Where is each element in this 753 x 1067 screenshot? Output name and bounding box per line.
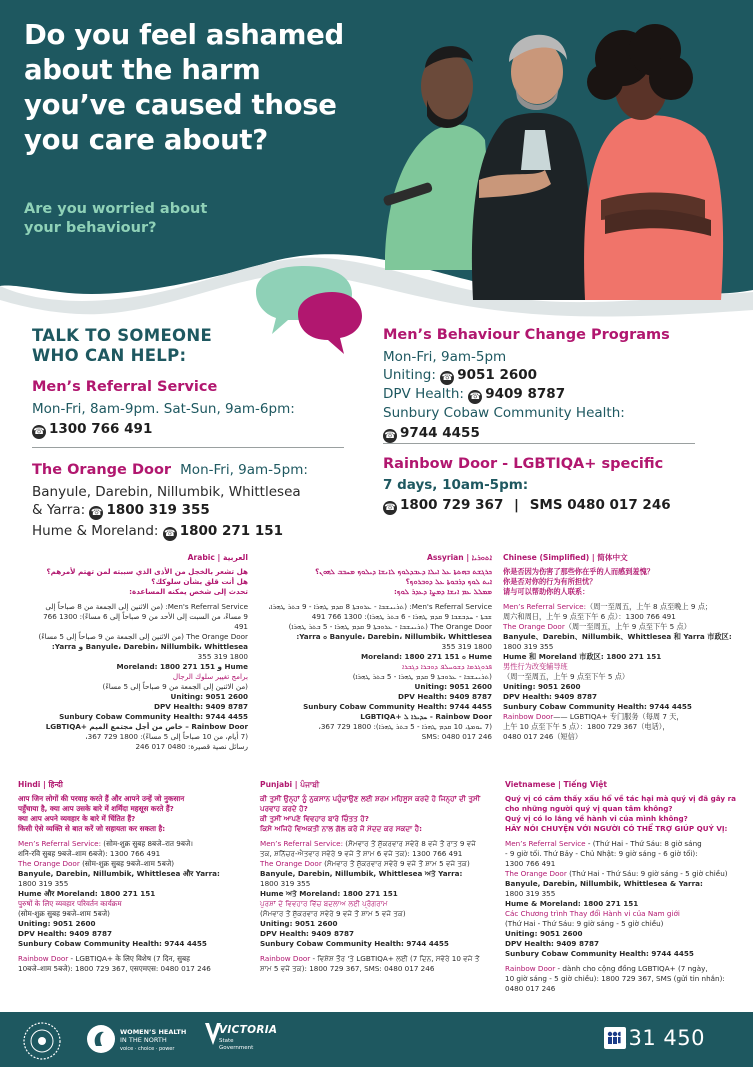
question: आप जिन लोगों की परवाह करते हैं और आपने उन्हें जो नुकसान (18, 794, 185, 803)
phone-number: 1800 729 367 (400, 497, 504, 513)
dpv-label: DPV Health: (383, 386, 464, 402)
service-line: 0480 017 246（短信） (503, 732, 583, 741)
phone-icon: ☎ (384, 503, 396, 513)
question: Quý vị có lo lắng về hành vi của mình không? (505, 814, 688, 823)
service-line: ܦܪܘܓܪܡܐ ܕܫܘܚܠܦ ܕܘܒܪܐ ܕܓܒܪܐ (402, 662, 492, 671)
service-line: Hume ܘ Moreland: 1800 271 151 (361, 652, 492, 661)
service-line: The Orange Door (من الاثنين إلى الجمعة من 9 صباحاً إلى 5 مساءً) (38, 632, 248, 641)
service-line: (Thứ Hai - Thứ Sáu: 9 giờ sáng - 5 giờ chiều) (505, 919, 664, 928)
service-line: 9 مساءً، من السبت إلى الأحد من 9 صباحاً إلى 6 مساءً): 1300 766 491 (43, 612, 248, 631)
service-line: رسائل نصية قصيرة: 0480 017 246 (135, 742, 248, 751)
victoria-state-government-logo (205, 1021, 278, 1061)
service-line: Rainbow Door – خاص من أجل مجتمع الميم +LGBTIQA (45, 722, 248, 731)
womens-health-in-the-north-logo (86, 1021, 196, 1061)
service-line: - 9 giờ tối. Thứ Bảy - Chủ Nhật: 9 giờ sáng - 6 giờ tối): (505, 849, 698, 858)
service-line (18, 954, 250, 964)
dpv-health-line (383, 385, 723, 404)
orange-door-hume-line (32, 522, 352, 541)
uniting-phone-link[interactable] (440, 367, 537, 383)
hume-label: Hume & Moreland: (32, 523, 159, 539)
subtitle-line: your behaviour? (24, 220, 157, 236)
assyrian-section (262, 553, 492, 742)
service-line: (7 أيام، من 10 صباحاً إلى 5 مساءً): 1800 729 367، (85, 732, 248, 741)
service-line: ਸ਼ਾਮ 5 ਵਜੇ ਤਕ): 1800 729 367, SMS: 0480 017 246 (260, 964, 435, 973)
service-line: Banyule, Darebin, Nillumbik, Whittlesea & Yarra: (505, 879, 703, 888)
service-line: 10बजे–शाम 5बजे): 1800 729 367, एसएमएस: 0480 017 246 (18, 964, 211, 973)
victoria-sub: Government (219, 1045, 254, 1051)
service-line: 0480 017 246 (505, 984, 556, 993)
service-line: Các Chương trình Thay đổi Hành vi của Nam giới (505, 909, 680, 918)
service-name: The Orange Door (505, 869, 567, 878)
chinese-section (503, 553, 733, 742)
service-line: 1800 319 355 (503, 642, 554, 651)
service-name: Rainbow Door (18, 954, 69, 963)
title-line: Do you feel ashamed (24, 19, 344, 51)
phone-number: 9409 8787 (485, 386, 566, 402)
phone-number: 9744 4455 (400, 425, 480, 441)
service-line: 1300 766 491 (505, 859, 556, 868)
separator: | (514, 497, 519, 513)
service-line (505, 869, 737, 879)
service-line: Men's Referral Service: (من الاثنين إلى الجمعة من 8 صباحاً إلى (45, 602, 248, 611)
partner-seal-logo (22, 1021, 62, 1065)
question: cho những người quý vị quan tâm không? (505, 804, 673, 813)
service-hours: (सोम-शुक्र सुबह 9बजे–शाम 5बजे) (82, 859, 175, 868)
service-line: Hume और Moreland: 1800 271 151 (18, 889, 156, 898)
rainbow-door-title: Rainbow Door - LGBTIQA+ specific (383, 456, 664, 472)
phone-icon: ☎ (384, 431, 396, 441)
service-name: The Orange Door (260, 859, 322, 868)
question: HÃY NÓI CHUYỆN VỚI NGƯỜI CÓ THỂ TRỢ GIÚP QUÝ VỊ: (505, 824, 728, 833)
language-header: Vietnamese | Tiếng Việt (505, 780, 607, 789)
service-hours: - ਵਿਸ਼ੇਸ਼ ਤੌਰ 'ਤੇ LGBTIQA+ ਲਈ (7 ਦਿਨ, ਸਵੇਰੇ 10 ਵਜੇ ਤੋਂ (312, 954, 480, 963)
footer (0, 1012, 753, 1067)
question: ܡܡܠܠ ܥܡ ܐܢܫܐ ܕܡܨܐ ܕܥܕܪ ܠܘܟ: (394, 587, 492, 596)
orange-door-areas: Banyule, Darebin, Nillumbik, Whittlesea (32, 484, 301, 500)
title-line: you care about? (24, 124, 268, 156)
service-name: Men’s Referral Service (505, 839, 586, 848)
service-line: DPV Health: 9409 8787 (505, 939, 599, 948)
mbcp-hours: Mon-Fri, 9am-5pm (383, 349, 507, 365)
service-hours: - dành cho cộng đồng LGBTIQA+ (7 ngày, (557, 964, 708, 973)
page-subtitle (24, 200, 264, 238)
service-name: Rainbow Door (503, 712, 554, 721)
rainbow-door-section (383, 455, 723, 515)
orange-door-phone-1-link[interactable] (89, 502, 209, 518)
service-line (505, 964, 737, 974)
orange-door-section (32, 459, 352, 541)
rainbow-door-hours: 7 days, 10am-5pm: (383, 477, 529, 493)
service-line: 周六和周日，上午 9 点至下午 6 点）：1300 766 491 (503, 612, 676, 621)
mbcp-title: Men’s Behaviour Change Programs (383, 327, 670, 343)
uniting-line (383, 366, 723, 385)
yarra-label: & Yarra: (32, 502, 86, 518)
service-line: DPV Health: 9409 8787 (260, 929, 354, 938)
language-header: العربية | Arabic (187, 553, 248, 562)
uniting-label: Uniting: (383, 367, 436, 383)
service-line (18, 839, 250, 849)
service-line: Banyule، Darebin، Nillumbik، Whittlesea و Yarra: (51, 642, 248, 651)
service-hours: - LGBTIQA+ के लिए विशेष (7 दिन, सुबह (70, 954, 190, 963)
service-line: ਪੁਰਸ਼ਾਂ ਦੇ ਵਿਵਹਾਰ ਵਿੱਚ ਬਦਲਾਅ ਲਈ ਪ੍ਰੋਗਰਾਮ (260, 899, 388, 908)
service-line: DPV Health: 9409 8787 (398, 692, 492, 701)
service-line: 上午 10 点至下午 5 点）：1800 729 367（电话）， (503, 722, 670, 731)
whin-tagline: voice · choice · power (120, 1046, 175, 1052)
service-line (503, 712, 733, 722)
phone-icon: ☎ (90, 508, 103, 518)
service-line: Banyule, Darebin, Nillumbik, Whittlesea ਅਤੇ Yarra: (260, 869, 463, 878)
service-line: DPV Health: 9409 8787 (18, 929, 112, 938)
question: किसी ऐसे व्यक्ति से बात करें जो सहायता कर सकता है: (18, 824, 166, 833)
whin-name-line: WOMEN’S HEALTH (120, 1028, 187, 1036)
interpreter-phone-link[interactable]: 131 450 (614, 1026, 705, 1050)
service-line: Sunbury Cobaw Community Health: 9744 4455 (18, 939, 207, 948)
service-line: Rainbow Door - ܚܕܝܪܐ ܠ +LGBTIQA (360, 712, 492, 721)
service-line (505, 839, 737, 849)
service-hours: (Thứ Hai - Thứ Sáu: 9 giờ sáng - 5 giờ chiều) (569, 869, 728, 878)
service-line (503, 602, 733, 612)
service-hours: (ਸੋਮਵਾਰ ਤੋਂ ਸ਼ੁੱਕਰਵਾਰ ਸਵੇਰੇ 9 ਵਜੇ ਤੋਂ ਸ਼ਾਮ 5 ਵਜੇ ਤਕ) (324, 859, 470, 868)
rainbow-door-contact (383, 496, 723, 515)
hindi-section (18, 780, 250, 974)
question: 请与可以帮助你的人联系： (503, 587, 590, 596)
question: पहुँचाया है, क्या आप उसके बारे में शर्मिंदा महसूस करते हैं? (18, 804, 174, 813)
heading-line: TALK TO SOMEONE (32, 326, 213, 345)
talk-to-someone-heading (32, 326, 282, 366)
whin-name-line: IN THE NORTH (120, 1036, 167, 1044)
service-line: ਤਕ, ਸ਼ਨਿੱਚਰ-ਐਤਵਾਰ ਸਵੇਰੇ 9 ਵਜੇ ਤੋਂ ਸ਼ਾਮ 6 ਵਜੇ ਤਕ): 1300 766 491 (260, 849, 463, 858)
language-header: Punjabi | ਪੰਜਾਬੀ (260, 780, 320, 789)
language-header: ܐܬܘܪܝܐ | Assyrian (426, 553, 492, 562)
question: ਪਰਵਾਹ ਕਰਦੇ ਹੋ? (260, 804, 308, 813)
service-line: 1800 319 355 (18, 879, 69, 888)
victoria-wordmark: VICTORIA (219, 1024, 278, 1036)
question: 你是否对你的行为有所担忧？ (503, 577, 597, 586)
heading-line: WHO CAN HELP: (32, 346, 187, 365)
service-line: Sunbury Cobaw Community Health: 9744 4455 (503, 702, 692, 711)
service-line: （周一至周五，上午 9 点至下午 5 点） (503, 672, 630, 681)
question: ܐܝܬ ܠܘܟ ܕܪܒܘܬܐ ܥܠ ܕܘܒܪܘܟ؟ (405, 577, 492, 586)
service-hours: (सोम-शुक्र सुबह 8बजे–रात 9बजे। (103, 839, 193, 848)
phone-number: 1300 766 491 (49, 421, 153, 437)
service-line: ܫܒܬܐ - ܚܕܒܫܒܐ 9 ܩܕܡ ܛܗܪܐ - 6 ܒܬܪ ܛܗܪܐ): 1300 766 491 (311, 612, 492, 621)
question: هل أنت قلق بشأن سلوكك؟ (151, 577, 248, 586)
mens-behaviour-change-section (383, 326, 723, 443)
service-line: 男性行为改变辅导班 (503, 662, 568, 671)
service-line: Hume & Moreland: 1800 271 151 (505, 899, 639, 908)
service-line: (7 ܝܘܡܬܐ، 10 ܩܕܡ ܛܗܪܐ - 5 ܒܬܪ ܛܗܪܐ): 1800 729 367، (318, 722, 492, 731)
service-line: (ਸੋਮਵਾਰ ਤੋਂ ਸ਼ੁੱਕਰਵਾਰ ਸਵੇਰੇ 9 ਵਜੇ ਤੋਂ ਸ਼ਾਮ 5 ਵਜੇ ਤਕ) (260, 909, 406, 918)
title-line: you’ve caused those (24, 89, 337, 121)
mens-referral-title: Men’s Referral Service (32, 379, 218, 395)
service-line: Sunbury Cobaw Community Health: 9744 4455 (260, 939, 449, 948)
service-name: The Orange Door (503, 622, 565, 631)
service-line: Uniting: 9051 2600 (503, 682, 581, 691)
people-illustration (375, 20, 753, 320)
service-line: Uniting: 9051 2600 (505, 929, 583, 938)
divider (32, 447, 344, 448)
service-line: (ܬܪܝܢܫܒܐ - ܥܪܘܒܬܐ 9 ܩܕܡ ܛܗܪܐ - 5 ܒܬܪ ܛܗܪܐ) (352, 672, 492, 681)
service-line: The Orange Door (ܬܪܝܢܫܒܐ - ܥܪܘܒܬܐ 9 ܩܕܡ ܛܗܪܐ - 5 ܒܬܪ ܛܗܪܐ) (288, 622, 492, 631)
service-line (503, 622, 733, 632)
service-line: Sunbury Cobaw Community Health: 9744 4455 (59, 712, 248, 721)
orange-door-hours: Mon-Fri, 9am-5pm: (180, 462, 308, 478)
service-name: Rainbow Door (505, 964, 556, 973)
orange-door-title: The Orange Door (32, 462, 172, 478)
service-line: 1800 319 355 (505, 889, 556, 898)
service-hours: - (Thứ Hai - Thứ Sáu: 8 giờ sáng (587, 839, 702, 848)
arabic-section (32, 553, 248, 752)
phone-number: 1800 319 355 (106, 502, 210, 518)
question: क्या आप अपने व्यवहार के बारे में चिंतित हैं? (18, 814, 136, 823)
language-header: Chinese (Simplified) | 简体中文 (503, 553, 628, 562)
service-line: SMS: 0480 017 246 (421, 732, 492, 741)
orange-door-yarra-line (32, 501, 352, 520)
phone-icon: ☎ (164, 529, 176, 539)
sunbury-line: Sunbury Cobaw Community Health: (383, 405, 625, 421)
mens-referral-phone-link[interactable] (32, 420, 352, 439)
service-line: Hume و Moreland: 1800 271 151 (116, 662, 248, 671)
punjabi-section (260, 780, 496, 974)
service-name: Rainbow Door (260, 954, 311, 963)
question: 你是否因为伤害了那些你在乎的人而感到羞愧？ (503, 567, 654, 576)
page-title (24, 18, 404, 158)
language-header: Hindi | हिन्दी (18, 780, 63, 789)
service-line: 1800 319 355 (197, 652, 248, 661)
question: تحدث إلى شخص يمكنه المساعدة: (129, 587, 248, 596)
service-name: Men’s Referral Service: (260, 839, 343, 848)
service-line (260, 839, 496, 849)
vietnamese-section (505, 780, 737, 994)
phone-number: 1800 271 151 (179, 523, 284, 539)
service-line: Sunbury Cobaw Community Health: 9744 4455 (505, 949, 694, 958)
service-hours: （周一至周五，上午 8 点至晚上 9 点； (586, 602, 713, 611)
mens-referral-service-section (32, 378, 352, 439)
service-line: Sunbury Cobaw Community Health: 9744 4455 (303, 702, 492, 711)
service-line: (सोम-शुक्र सुबह 9बजे–शाम 5बजे) (18, 909, 110, 918)
phone-number: 9051 2600 (457, 367, 538, 383)
sunbury-phone-link[interactable] (383, 424, 723, 443)
service-line: 1800 319 355 (441, 642, 492, 651)
title-line: about the harm (24, 54, 261, 86)
service-line: (من الاثنين إلى الجمعة من 9 صباحاً إلى 5 مساءً) (102, 682, 248, 691)
service-hours: (ਸੋਮਵਾਰ ਤੋਂ ਸ਼ੁੱਕਰਵਾਰ ਸਵੇਰੇ 8 ਵਜੇ ਤੋਂ ਰਾਤ 9 ਵਜੇ (345, 839, 476, 848)
service-line (260, 954, 496, 964)
question: هل تشعر بالخجل من الأذى الذي سببته لمن تهتم لأمرهم؟ (46, 567, 248, 576)
service-line (260, 859, 496, 869)
rainbow-sms-link[interactable]: SMS 0480 017 246 (529, 497, 671, 513)
service-line: Uniting: 9051 2600 (414, 682, 492, 691)
service-hours: —— LGBTIQA+ 专门服务（每周 7 天， (553, 712, 684, 721)
service-line: Men's Referral Service: (ܬܪܝܢܫܒܐ - ܥܪܘܒܬܐ 8 ܩܕܡ ܛܗܪܐ - 9 ܒܬܪ ܛܗܪܐ، (268, 602, 492, 611)
mens-referral-hours: Mon-Fri, 8am-9pm. Sat-Sun, 9am-6pm: (32, 401, 295, 417)
service-line: Hume ਅਤੇ Moreland: 1800 271 151 (260, 889, 398, 898)
rainbow-phone-link[interactable] (383, 497, 503, 513)
service-line: Uniting: 9051 2600 (260, 919, 338, 928)
phone-icon: ☎ (33, 427, 45, 437)
victoria-sub: State (219, 1038, 234, 1044)
dpv-phone-link[interactable] (468, 386, 565, 402)
service-name: Men’s Referral Service: (503, 602, 586, 611)
service-line: पुरुषों के लिए व्यवहार परिवर्तन कार्यक्रम (18, 899, 122, 908)
service-line (18, 859, 250, 869)
question: ਕੀ ਤੁਸੀਂ ਉਨ੍ਹਾਂ ਨੂੰ ਨੁਕਸਾਨ ਪਹੁੰਚਾਉਣ ਲਈ ਸ਼ਰਮ ਮਹਿਸੂਸ ਕਰਦੇ ਹੋ ਜਿਨ੍ਹਾਂ ਦੀ ਤੁਸੀਂ (260, 794, 480, 803)
service-line: Banyule, Darebin, Nillumbik, Whittlesea और Yarra: (18, 869, 220, 878)
question: ਕੀ ਤੁਸੀਂ ਆਪਣੇ ਵਿਵਹਾਰ ਬਾਰੇ ਚਿੰਤਤ ਹੋ? (260, 814, 369, 823)
service-line: برامج تغيير سلوك الرجال (172, 672, 248, 681)
question: Quý vị có cảm thấy xấu hổ về tác hại mà quý vị đã gây ra (505, 794, 736, 803)
service-line: Uniting: 9051 2600 (18, 919, 96, 928)
service-line: Banyule، Darebin، Nillumbik، Whittlesea ܘ Yarra: (296, 632, 492, 641)
service-line: 1800 319 355 (260, 879, 311, 888)
service-line: 10 giờ sáng - 5 giờ chiều): 1800 729 367, SMS (gửi tin nhắn): (505, 974, 725, 983)
phone-icon: ☎ (469, 392, 481, 402)
phone-icon: ☎ (441, 373, 453, 383)
subtitle-line: Are you worried about (24, 201, 208, 217)
service-hours: （周一至周五，上午 9 点至下午 5 点） (564, 622, 691, 631)
orange-door-phone-2-link[interactable] (163, 523, 283, 539)
service-line: DPV Health: 9409 8787 (154, 702, 248, 711)
service-line: शनि-रवि सुबह 9बजे–शाम 6बजे): 1300 766 491 (18, 849, 161, 858)
divider (383, 443, 695, 444)
question: ܟܪܓܫܬ ܒܗܬܬܐ ܥܠ ܐܝܠܐ ܕܥܒܕܠܘܟ ܠܐܢܫܐ ܕܝܠܘܟ ܡܚܒܒ ܠܗܘܢ؟ (315, 567, 492, 576)
question: ਕਿਸੇ ਅਜਿਹੇ ਵਿਅਕਤੀ ਨਾਲ ਗੱਲ ਕਰੋ ਜੋ ਮੱਦਦ ਕਰ ਸਕਦਾ ਹੈ: (260, 824, 423, 833)
service-name: The Orange Door (18, 859, 80, 868)
service-line: Uniting: 9051 2600 (170, 692, 248, 701)
service-line: Hume 和 Moreland 市政区: 1800 271 151 (503, 652, 662, 661)
service-line: Banyule、Darebin、Nillumbik、Whittlesea 和 Yarra 市政区: (503, 632, 732, 641)
service-line: DPV Health: 9409 8787 (503, 692, 597, 701)
service-name: Men’s Referral Service: (18, 839, 101, 848)
